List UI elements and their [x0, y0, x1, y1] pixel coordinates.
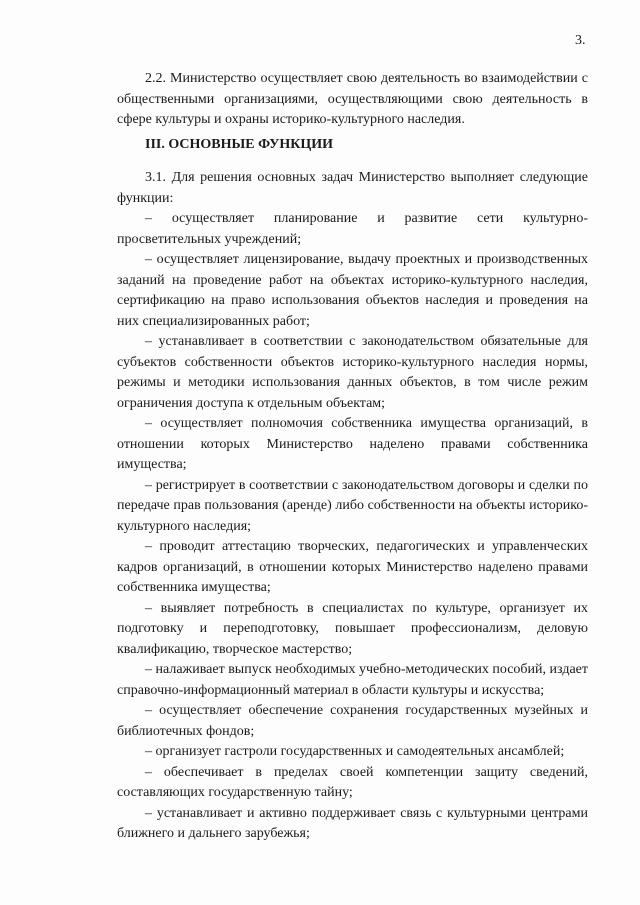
function-item: – осуществляет полномочия собственника имущества организаций, в отношении которых Министерство наделено правами собственника имущества; — [117, 416, 588, 472]
function-item: – устанавливает в соответствии с законодательством обязательные для субъектов собственности объектов историко-культурного наследия нормы, режимы и методики использования данных объектов, в том числе режим ограничения доступа к отдельным объектам; — [117, 334, 588, 411]
function-item: – осуществляет лицензирование, выдачу проектных и производственных заданий на проведение работ на объектах историко-культурного наследия, сертификацию на право использования объектов наследия и проведения на них специализированных работ; — [117, 252, 588, 329]
function-item: – осуществляет планирование и развитие сети культурно-просветительных учреждений; — [117, 211, 588, 247]
function-item: – обеспечивает в пределах своей компетенции защиту сведений, составляющих государственную тайну; — [117, 764, 588, 800]
function-item: – выявляет потребность в специалистах по культуре, организует их подготовку и переподготовку, повышает профессионализм, деловую квалификацию, творческое мастерство; — [117, 600, 588, 657]
section-2-2-paragraph: 2.2. Министерство осуществляет свою деятельность во взаимодействии с общественными организациями, осуществляющими свою деятельность в сфере культуры и охраны историко-культурного наследия. — [117, 71, 588, 127]
function-item: – регистрирует в соответствии с законодательством договоры и сделки по передаче прав пользования (аренде) либо собственности на объекты историко-культурного наследия; — [117, 477, 588, 534]
section-3-heading: III. ОСНОВНЫЕ ФУНКЦИИ — [145, 137, 334, 152]
function-item: – организует гастроли государственных и самодеятельных ансамблей; — [145, 744, 565, 759]
functions-list — [117, 209, 588, 845]
function-item: – проводит аттестацию творческих, педагогических и управленческих кадров организаций, в отношении которых Министерство наделено правами собственника имущества; — [117, 539, 588, 595]
section-2-2 — [117, 69, 588, 131]
page-number: 3. — [575, 33, 586, 48]
section-3-1-intro: 3.1. Для решения основных задач Министерство выполняет следующие функции: — [117, 170, 588, 206]
function-item: – устанавливает и активно поддерживает связь с культурными центрами ближнего и дальнего зарубежья; — [117, 805, 588, 841]
function-item: – осуществляет обеспечение сохранения государственных музейных и библиотечных фондов; — [117, 703, 588, 739]
section-3-1 — [117, 168, 588, 845]
function-item: – налаживает выпуск необходимых учебно-методических пособий, издает справочно-информационный материал в области культуры и искусства; — [117, 662, 588, 698]
